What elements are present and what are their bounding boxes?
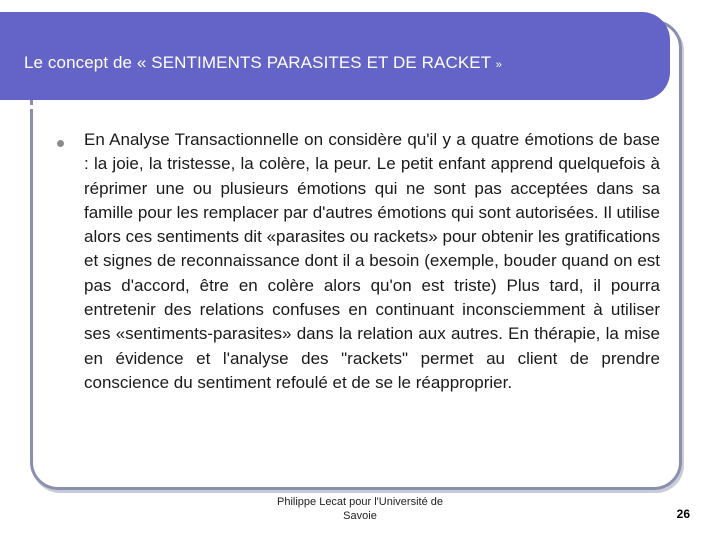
slide-title-main: Le concept de « SENTIMENTS PARASITES ET DE RACKET xyxy=(24,53,496,72)
footer-line-2: Savoie xyxy=(343,510,377,522)
title-bar xyxy=(0,12,670,100)
title-underline xyxy=(0,105,636,109)
slide-content xyxy=(50,128,660,395)
slide-title-closing-quote: » xyxy=(495,59,502,71)
page-number: 26 xyxy=(676,507,690,521)
slide-title xyxy=(24,53,502,73)
slide-footer xyxy=(260,495,460,523)
bullet-text: En Analyse Transactionnelle on considère qu'il y a quatre émotions de base : la joie, la tristesse, la colère, la peur. Le petit enfant apprend quelquefois à réprimer une ou plusieurs émotions qui ne sont pas acceptées dans sa famille pour les remplacer par d'autres émotions qui sont autorisées. Il utilise alors ces sentiments dit «parasites ou rackets» pour obtenir les gratifications et signes de reconnaissance dont il a besoin (exemple, bouder quand on est pas d'accord, être en colère alors qu'on est triste) Plus tard, il pourra entretenir des relations confuses en continuant inconsciemment à utiliser ses «sentiments-parasites» dans la relation aux autres. En thérapie, la mise en évidence et l'analyse des "rackets" permet au client de prendre conscience du sentiment refoulé et de se le réapproprier. xyxy=(84,130,660,392)
bullet-dot-icon xyxy=(57,140,64,147)
footer-line-1: Philippe Lecat pour l'Université de xyxy=(277,496,443,508)
